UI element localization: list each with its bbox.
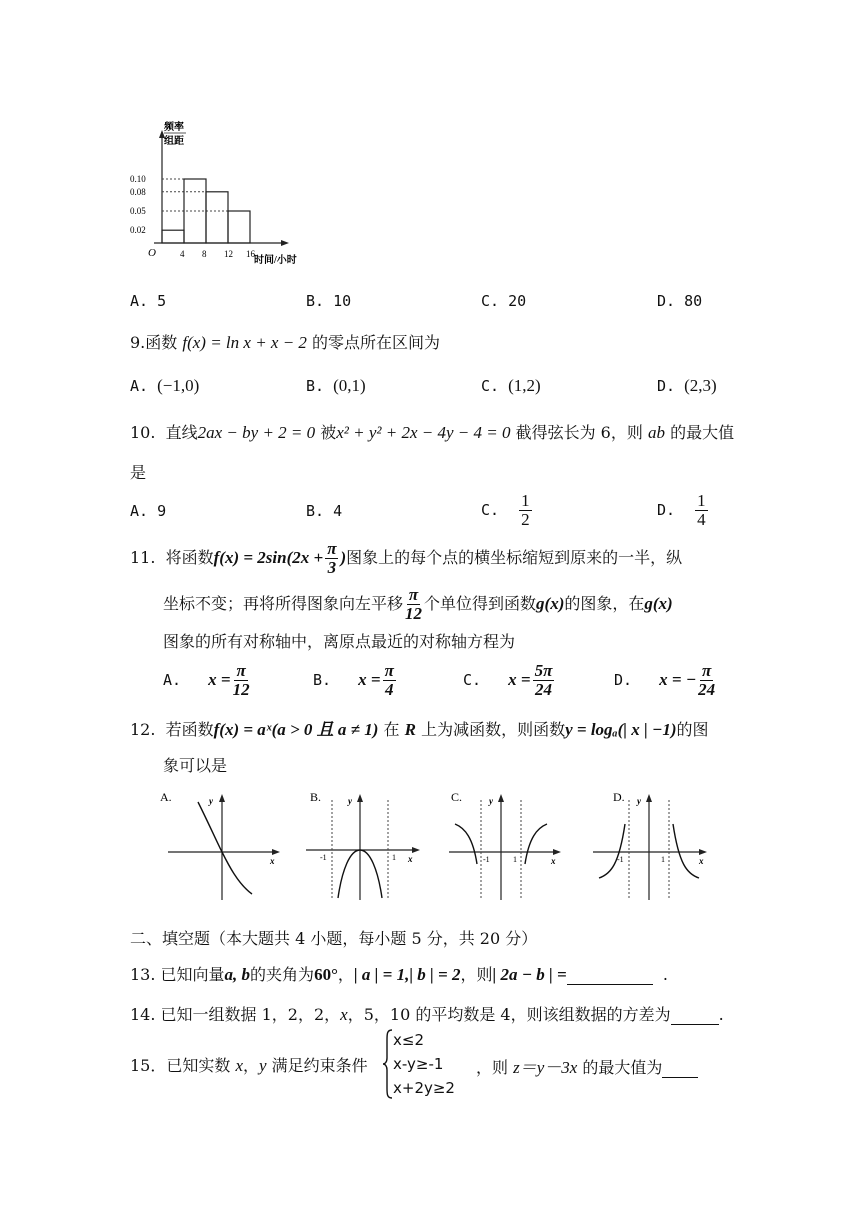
q10-c-num: 1 [521,491,530,510]
q12-text-2: 在 [383,720,400,739]
q12-yfunc: y = logₐ(| x | −1) [565,720,677,739]
q10-option-c[interactable] [481,492,534,529]
y-tick-label: 0.08 [130,186,146,197]
q12-graph-b[interactable] [304,788,429,903]
q11-text-4: 个单位得到函数 [424,593,537,613]
q13-vectors: a, b [224,965,251,984]
q9-formula: f(x) = ln x + x − 2 [182,333,307,352]
q15-text-1: 15．已知实数 [130,1056,231,1075]
q11-text-2: 图象上的每个点的横坐标缩短到原来的一半，纵 [346,547,683,567]
graph-a-label: A. [160,790,172,804]
section-2-title: 二、填空题（本大题共 4 小题，每小题 5 分，共 20 分） [130,929,538,948]
q11-d-pre: x = − [659,669,697,689]
y-tick-label: 0.10 [130,174,146,184]
q11-b-pre: x = [358,669,381,689]
q10-c-letter: C. [481,500,500,519]
q15-constraint-3: x+2y≥2 [393,1079,455,1097]
q11-c-pre: x = [508,669,531,689]
q11-a-den: 12 [232,679,250,699]
q10-text-4: 的最大值 [670,423,735,442]
q10-d-letter: D. [657,500,676,519]
q11-gx: g(x) [536,593,565,613]
q12-stem-2: 象可以是 [163,756,228,775]
q14-x: x [340,1005,348,1024]
q10-text-1: 直线 [165,423,198,442]
q15-text-5: 的最大值为 [582,1058,663,1077]
graph-a-y: y [209,796,213,806]
q10-option-d[interactable] [657,492,710,529]
x-tick-label: 16 [246,249,255,259]
q9-a-letter: A. [130,377,149,395]
q11-option-a[interactable] [163,662,252,699]
q11-b-den: 4 [384,679,394,699]
origin-label: O [148,247,156,259]
q9-prefix: 9.函数 [130,333,183,352]
q11-stem-3: 图象的所有对称轴中，离原点最近的对称轴方程为 [163,632,516,651]
frequency-histogram [128,118,318,270]
q11-a-num: π [236,661,246,680]
y-label-bottom: 组距 [164,136,184,147]
y-tick-label: 0.02 [130,225,146,236]
graph-b-tick-pos: 1 [392,853,396,862]
q10-option-b[interactable]: B. 4 [306,502,343,520]
q14-end: . [718,1005,724,1024]
q11-gx-2: g(x) [644,593,673,613]
q9-option-c[interactable] [481,376,541,396]
graph-d-label: D. [613,790,625,804]
q14-text-1: 14. 已知一组数据 1，2，2， [130,1005,341,1024]
q12-func: f(x) = aˣ(a > 0 且 a ≠ 1) [213,720,379,739]
histogram-bar [206,192,228,243]
histogram-bar [162,230,184,243]
x-tick-label: 4 [180,249,185,259]
graph-d-tick-neg: -1 [617,855,624,864]
q11-a-letter: A. [163,670,182,689]
q11-d-num: π [702,661,712,680]
q11-option-b[interactable] [313,662,398,699]
q11-close: ) [340,547,347,567]
x-tick-label: 8 [202,249,207,259]
q8-option-a[interactable]: A. 5 [130,292,167,310]
q13-text-1: 13. 已知向量 [130,965,225,984]
q9-stem [130,330,440,353]
q10-d-den: 4 [697,509,706,529]
q12-text-3: 上为减函数，则函数 [421,720,566,739]
q11-func: f(x) = 2sin(2x + [213,547,324,567]
q10-d-fraction [695,492,708,529]
q12-stem-1 [130,715,709,740]
q8-option-d[interactable]: D. 80 [657,292,703,310]
q11-text-5: 的图象，在 [564,593,645,613]
q10-text-3: 截得弦长为 6，则 [515,423,643,442]
q13-angle: 60° [314,965,338,984]
q10-stem [130,420,734,443]
q10-option-a[interactable]: A. 9 [130,502,167,520]
q10-text-2: 被 [320,423,337,442]
q11-c-letter: C. [463,670,482,689]
q12-graph-a[interactable] [160,788,285,903]
q15-stem-right [476,1053,698,1078]
q13-text-3: ， [337,965,354,984]
q11-three: 3 [327,557,337,577]
q11-number: 11. [130,547,156,567]
q11-b-frac [383,662,396,699]
q11-b-num: π [384,661,394,680]
q15-answer-blank[interactable] [662,1058,698,1078]
graph-c-label: C. [451,790,463,804]
graph-a-x: x [270,856,275,866]
q9-a-value: (−1,0) [157,376,200,395]
q11-a-frac [233,662,250,699]
graph-c-tick-neg: -1 [483,855,490,864]
q15-constraints [393,1028,455,1100]
q12-R: R [404,720,416,739]
q13-expression: | 2a − b | = [492,965,567,984]
q13-end: . [662,965,669,984]
q15-constraint-2: x-y≥-1 [393,1055,444,1073]
q10-circle-eq: x² + y² + 2x − 4y − 4 = 0 [336,423,511,442]
q11-twelve: 12 [405,603,423,623]
q11-pi: π [327,539,337,558]
graph-b-y: y [348,796,352,806]
q15-text-2: ， [243,1056,260,1075]
q13-stem [130,962,668,985]
q13-text-4: ，则 [460,965,493,984]
q14-stem [130,1002,724,1025]
q10-ab: ab [647,423,665,442]
q15-stem-left [130,1053,368,1076]
q10-stem-cont: 是 [130,463,147,482]
q11-pi-2: π [408,585,419,604]
q11-a-pre: x = [208,669,231,689]
graph-c-y: y [489,796,493,806]
graph-c-tick-pos: 1 [513,855,517,864]
q10-number: 10. [130,423,156,442]
q11-pi-over-12 [405,586,422,623]
q15-text-4: ，则 [476,1058,509,1077]
q14-text-2: ，5，10 的平均数是 4，则该组数据的方差为 [347,1005,671,1024]
q12-text-1: 若函数 [165,720,214,739]
q11-d-frac [698,662,715,699]
q8-option-b[interactable]: B. 10 [306,292,352,310]
q9-option-d[interactable] [657,376,717,396]
histogram-bar [228,211,250,243]
graph-b-tick-neg: -1 [320,853,327,862]
q9-b-value: (0,1) [333,376,366,395]
q11-text-3: 坐标不变；再将所得图象向左平移 [163,593,404,613]
q11-pi-over-3 [325,540,338,577]
q11-b-letter: B. [313,670,332,689]
q10-d-num: 1 [697,491,706,510]
q8-option-c[interactable]: C. 20 [481,292,527,310]
q15-z: z＝y－3x [513,1058,578,1077]
y-label-top: 频率 [164,122,184,133]
q13-answer-blank[interactable] [567,965,653,985]
x-axis-label: 时间/小时 [254,255,297,266]
q15-x: x [235,1056,244,1075]
y-tick-label: 0.05 [130,206,146,216]
q12-text-4: 的图 [676,720,709,739]
q12-graph-c[interactable] [449,788,574,903]
q9-option-a[interactable] [130,376,199,396]
q9-option-b[interactable] [306,376,366,396]
q9-suffix: 的零点所在区间为 [306,333,441,352]
q11-option-d[interactable] [614,662,717,699]
graph-b-label: B. [310,790,322,804]
q11-d-den: 24 [698,679,716,699]
q11-text-1: 将函数 [165,547,214,567]
graph-b-x: x [408,854,413,864]
q13-text-2: 的夹角为 [250,965,315,984]
q10-c-den: 2 [521,509,530,529]
q9-c-value: (1,2) [508,376,541,395]
x-tick-label: 12 [224,249,233,259]
graph-c-x: x [551,856,556,866]
q15-y: y [259,1056,267,1075]
q11-c-den: 24 [534,679,552,699]
q15-constraint-1: x≤2 [393,1031,424,1049]
graph-d-y: y [637,796,641,806]
q11-stem-1 [130,540,682,577]
q9-b-letter: B. [306,377,325,395]
q12-graph-d[interactable] [593,788,718,903]
q9-d-value: (2,3) [684,376,717,395]
q11-c-frac [533,662,555,699]
q11-d-letter: D. [614,670,633,689]
q9-c-letter: C. [481,377,500,395]
q11-c-num: 5π [534,661,553,680]
q14-answer-blank[interactable] [671,1005,719,1025]
graph-d-x: x [699,856,704,866]
q15-text-3: 满足约束条件 [271,1056,368,1075]
q11-option-c[interactable] [463,662,556,699]
q9-d-letter: D. [657,377,676,395]
q10-c-fraction [519,492,532,529]
q13-condition: | a | = 1,| b | = 2 [353,965,461,984]
q12-number: 12. [130,720,156,739]
graph-d-tick-pos: 1 [661,855,665,864]
q10-line-eq: 2ax − by + 2 = 0 [197,423,316,442]
q11-stem-2 [163,586,673,623]
